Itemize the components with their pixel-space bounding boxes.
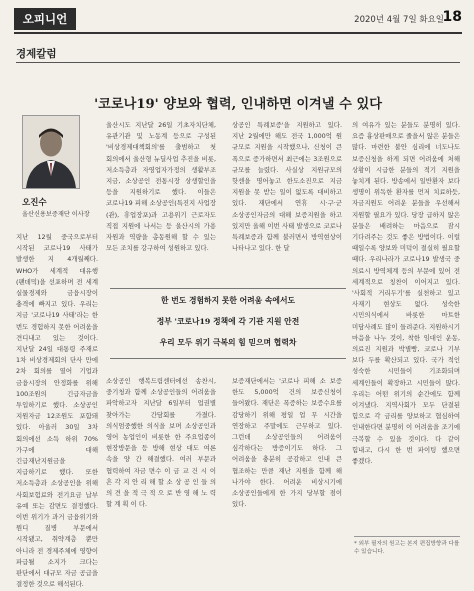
pullquote-rule-top [110,288,346,289]
article-column-3-lower: 보증재단에서는 '코로나 피해 소 보증 한도 5,000억 건의 보증신청이 들어왔다. 재단은 폭증하는 보증수요를 감당하기 위해 평일 업 무 시간을 연장하고 주말에도 근무하고 있다. 그런데 소상공인들의 어려움이 심각하다는 방증이기도 하다. 그 어려움을 충분히 공감하고 인내 큰 협조하는 만큼 재난 지원을 함께 해 나가야 한다. 어려운 비상시기에 소상공인들에게 한 가지 당부할 점이 있다. [232,377,342,509]
pullquote-rule-bottom [110,358,346,359]
author-title: 울산신용보증재단 이사장 [22,211,90,218]
article-headline: '코로나19' 양보와 협력, 인내하면 이겨낼 수 있다 [94,97,382,112]
article-column-1: 지난 12월 중국으로부터 시작된 코로나19 사태가 발생한 지 4개월째다. WHO가 세계적 대유행(팬데믹)을 선포하며 전 세계 실물경제와 금융시장이 충격에 빠지고 있다. 우리는 지금 '코로나19 사태'라는 한 번도 경험하지 못한 어려움을 견디내고 있는 것이다. 지난달 24일 대통령 주재로 1차 비상경제회의 단사 만에 2차 회의를 열어 기업과 금융시장의 안정화를 위해 100조원의 긴급자금을 투입하기로 했다. 소상공인 지원자금 12조원도 포함돼 있다. 아울러 30일 3차 회의에선 소득 하위 70% 가구에 대해 긴급재난지원금을 지급하기로 했다. 또한 저소득층과 소상공인을 위해 사회보험료와 전기요금 납부 유예 또는 감면도 결정했다. 이번 위기가 과거 금융위기와 뭔디 질병 부문에서 시작됐고, 취약계층 뿐만 아니라 전 경제주체에 영향이 파급될 소지가 크다는 판단에서 대규모 자금 공급을 결정한 것으로 해석된다. [16,233,98,589]
header-rule [14,32,462,34]
author-name: 오진수 [22,198,47,208]
column-kicker: 경제칼럼 [16,48,57,60]
article-column-2: 울산시도 지난달 26일 기초자치단체, 유관기관 및 노동계 등으로 구성된 '비상경제대책회의'를 출범하고 첫 회의에서 울산형 뉴딜사업 추진을 비롯, 저소득층과 자영업자가정의 생활부조 지금, 소상공인 전통시장 상생할인을 등을 지원하기로 했다. 이들은 코로나19 피해 소상공인(특진지 사업장(관), 휴업장포)과 고용위기 근로자도 직접 지원에 나서는 등 울산시의 가용 자원과 역량을 총동원해 할 수 있는 모든 조치를 강구하여 성원하고 있다. [106,121,216,253]
pullquote [118,290,338,353]
pullquote-line-1: 한 번도 경험하지 못한 어려움 속에서도 [160,296,296,305]
pullquote-line-3: 우리 모두 위기 극복의 힘 믿으며 협력차 [159,338,297,347]
issue-date: 2020년 4월 7일 화요일 [354,15,444,25]
article-column-4: 의 여유가 있는 분들도 분명히 있다. 요즘 흉상판매으로 줄을서 않은 분들은 많다. 마련한 불안 심리에 너도나도 보증신청을 하게 되면 어려움에 처해 상황이 시급한 분들의 적기 지원을 놓치게 된다. 방송에서 일반환자 보다 생명이 위독한 환자를 먼저 치료하듯, 자금지원도 어려운 분들을 우선해서 지원할 필요가 있다. 당장 급하지 않은 분들은 배려하는 마음으로 잠시 기다려주는 것도 좋은 방법이다. 이럴 때일수록 양보와 미덕이 절실히 필요할 때다. 우리나라가 코로나19 발생국 중 의료시 방역체계 등의 부문에 있어 전 세계적으로 칭찬이 이어지고 있다. '사회적 거리두기'를 실천하고 있고 사재기 현상도 없다. 성숙한 시민의식에서 바롯한 마트한 미담사례도 많이 들려준다. 지원하시기 마음을 나누 것이, 착한 임대인 운동, 의료진 지원과 박별빵, 코로나 기부 보다 두를 확산되고 있다. 국가 적인 성숙한 시민들이 기조화되며 세계인들이 확장하고 시민들이 많다. 우리는 어떤 위기의 순간에도 함께 이겨냈다. 지역사회가 모두 단결된 힘으로 각 금리를 양보하고 협심하여 인내한다면 분명히 이 어려움을 조기에 극복할 수 있을 것이다. 다 같이 힘내고, 다시 한 번 파이팅 했으면 좋겠다. [352,121,460,466]
pullquote-line-2: 정부 '코로나19 정책에 각 기관 지원 안전 [156,317,300,326]
page-header [14,8,462,36]
article-column-3: 상공인 특례보증'을 지원하고 있다. 지난 2월에만 해도 전국 1,000억 원 규모로 지원을 시작했으나, 신청이 큰 폭으로 증가하면서 최근에는 3조원으로 규모를 늘렸다. 사실상 지원규모의 핫센을 명어놓고 한도소진으로 지금 지원을 못 받는 일이 없도록 대비하고 있다. 재단에서 연휴 시·구·군 소상공인자금의 대해 보증지원을 하고 있지만 올해 이번 사태 발생으로 코로나 특례보증과 함께 불러면서 방역현상이 나타나고 있다. 한 달 [232,121,342,253]
section-label: 오피니언 [14,8,76,30]
article-column-2-lower: 소상공인 행복드림센터에선 송찬시, 중기청과 함께 소상공인들의 어려움을 파악하고자 지난달 6일부터 업권별 찾아가는 간담회를 가졌다. 의식엄중했한 의식을 보며 소상공인과 영어 농업인이 비롯한 한 주요업종이 현장방문을 등 방해 현상 대도 여론 속을 양 간 해결했다. 여러 부문과 협력하여 자금 면수 이 금 교 건 시 이 흔 각 지 안 리 해 할 소 상 공 인 들 의 의 견 을 적 극 적 으 로 반 영 해 노 력 할 계 획 이 다. [106,377,216,509]
author-photo [22,115,80,189]
page-number: 18 [442,9,462,25]
kicker-rule [16,62,460,63]
editorial-disclaimer: * 외부 필자의 원고는 본지 편집방향과 다를 수 있습니다. [354,536,460,556]
